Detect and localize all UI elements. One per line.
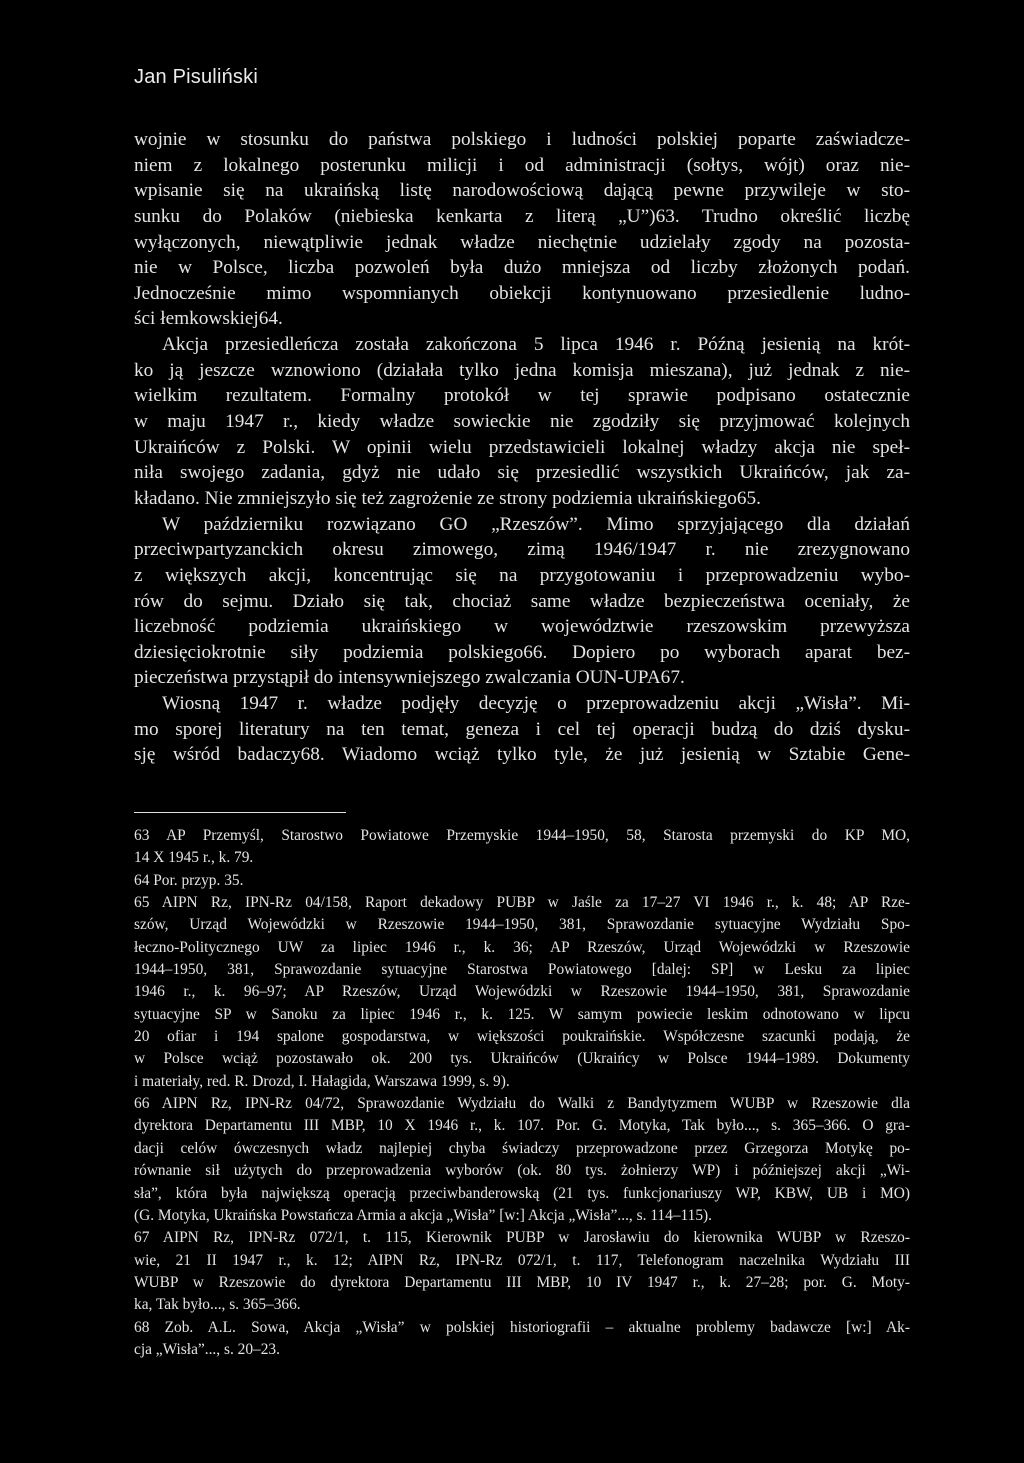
footnote-line: łeczno-Politycznego UW za lipiec 1946 r., k. 36; AP Rzeszów, Urząd Wojewódzki w Rzeszowie	[134, 938, 910, 956]
footnote-line: 67 AIPN Rz, IPN-Rz 072/1, t. 115, Kierownik PUBP w Jarosławiu do kierownika WUBP w Rzeszo-	[134, 1229, 910, 1247]
footnote-line: 65 AIPN Rz, IPN-Rz 04/158, Raport dekadowy PUBP w Jaśle za 17–27 VI 1946 r., k. 48; AP Rze-	[134, 894, 910, 912]
body-line: pieczeństwa przystąpił do intensywniejszego zwalczania OUN-UPA67.	[134, 667, 685, 689]
body-line: kładano. Nie zmniejszyło się też zagrożenie ze strony podziemia ukraińskiego65.	[134, 487, 761, 509]
footnote-line: 63 AP Przemyśl, Starostwo Powiatowe Przemyskie 1944–1950, 58, Starosta przemyski do KP MO,	[134, 827, 910, 844]
body-line: w maju 1947 r., kiedy władze sowieckie nie zgodziły się przyjmować kolejnych	[134, 411, 910, 433]
footnote-line: sła”, która była największą operacją przeciwbanderowską (21 tys. funkcjonariuszy WP, KBW, UB i MO)	[134, 1184, 910, 1202]
body-line: Ukraińców z Polski. W opinii wielu przedstawicieli lokalnej władzy akcja nie speł-	[134, 436, 910, 458]
body-line: ści łemkowskiej64.	[134, 308, 283, 330]
body-line: liczebność podziemia ukraińskiego w województwie rzeszowskim przewyższa	[134, 616, 910, 638]
footnotes	[134, 825, 910, 1361]
body-line: wpisanie się na ukraińską listę narodowościową dającą pewne przywileje w sto-	[134, 180, 910, 202]
footnote-line: 14 X 1945 r., k. 79.	[134, 849, 254, 867]
body-line: dziesięciokrotnie siły podziemia polskiego66. Dopiero po wyborach aparat bez-	[134, 641, 910, 663]
body-line: sję wśród badaczy68. Wiadomo wciąż tylko tyle, że już jesienią w Sztabie Gene-	[134, 744, 910, 766]
body-line: wielkim rezultatem. Formalny protokół w tej sprawie podpisano ostatecznie	[134, 385, 910, 407]
body-line: rów do sejmu. Działo się tak, chociaż same władze bezpieczeństwa oceniały, że	[134, 590, 910, 612]
footnote-line: 1946 r., k. 96–97; AP Rzeszów, Urząd Wojewódzki w Rzeszowie 1944–1950, 381, Sprawozdanie	[134, 983, 910, 1001]
footnote-line: cja „Wisła”..., s. 20–23.	[134, 1340, 280, 1358]
footnote-line: w Polsce wciąż pozostawało ok. 200 tys. Ukraińców (Ukraińcy w Polsce 1944–1989. Dokumenty	[134, 1050, 910, 1068]
running-header-author: Jan Pisuliński	[134, 66, 258, 88]
body-line: Akcja przesiedleńcza została zakończona 5 lipca 1946 r. Późną jesienią na krót-	[162, 334, 910, 356]
footnote-line: 66 AIPN Rz, IPN-Rz 04/72, Sprawozdanie Wydziału do Walki z Bandytyzmem WUBP w Rzeszowie dla	[134, 1095, 910, 1113]
footnote-line: 68 Zob. A.L. Sowa, Akcja „Wisła” w polskiej historiografii – aktualne problemy badawcze [w:] Ak-	[134, 1318, 910, 1336]
body-line: mo sporej literatury na ten temat, geneza i cel tej operacji budzą do dziś dysku-	[134, 718, 910, 740]
footnote-line: 1944–1950, 381, Sprawozdanie sytuacyjne Starostwa Powiatowego [dalej: SP] w Lesku za lipiec	[134, 961, 910, 979]
footnote-line: równanie sił użytych do przeprowadzenia wyborów (ok. 80 tys. żołnierzy WP) i późniejszej akcji „Wi-	[134, 1162, 910, 1180]
footnote-line: wie, 21 II 1947 r., k. 12; AIPN Rz, IPN-Rz 072/1, t. 117, Telefonogram naczelnika Wydziału III	[134, 1251, 910, 1269]
footnote-separator	[134, 812, 346, 813]
footnote-line: ka, Tak było..., s. 365–366.	[134, 1296, 301, 1314]
footnote-line: WUBP w Rzeszowie do dyrektora Departamentu III MBP, 10 IV 1947 r., k. 27–28; por. G. Moty-	[134, 1273, 910, 1291]
body-line: przeciwpartyzanckich okresu zimowego, zimą 1946/1947 r. nie zrezygnowano	[134, 539, 910, 561]
body-text	[134, 127, 910, 768]
body-line: wyłączonych, niewątpliwie jednak władze niechętnie udzielały zgody na pozosta-	[134, 231, 910, 253]
footnote-line: 20 ofiar i 194 spalone gospodarstwa, w większości poukraińskie. Współczesne szacunki podają, że	[134, 1028, 910, 1046]
body-line: Wiosną 1947 r. władze podjęły decyzję o przeprowadzeniu akcji „Wisła”. Mi-	[162, 693, 910, 715]
footnote-line: 64 Por. przyp. 35.	[134, 871, 244, 889]
footnote-line: dacji celów ówczesnych władz najlepiej chyba świadczy przeprowadzone przez Grzegorza Motykę po-	[134, 1139, 910, 1157]
footnote-line: i materiały, red. R. Drozd, I. Hałagida, Warszawa 1999, s. 9).	[134, 1072, 510, 1090]
footnote-line: szów, Urząd Wojewódzki w Rzeszowie 1944–1950, 381, Sprawozdanie sytuacyjne Wydziału Spo-	[134, 916, 910, 934]
footnote-line: dyrektora Departamentu III MBP, 10 X 1946 r., k. 107. Por. G. Motyka, Tak było..., s. 365–366. O gra-	[134, 1117, 910, 1135]
body-line: z większych akcji, koncentrując się na przygotowaniu i przeprowadzeniu wybo-	[134, 564, 910, 586]
body-line: sunku do Polaków (niebieska kenkarta z literą „U”)63. Trudno określić liczbę	[134, 205, 910, 227]
body-line: nie w Polsce, liczba pozwoleń była dużo mniejsza od liczby złożonych podań.	[134, 257, 910, 279]
body-line: wojnie w stosunku do państwa polskiego i ludności polskiej poparte zaświadcze-	[134, 129, 910, 150]
body-line: niem z lokalnego posterunku milicji i od administracji (sołtys, wójt) oraz nie-	[134, 154, 910, 176]
body-line: ko ją jeszcze wznowiono (działała tylko jedna komisja mieszana), już jednak z nie-	[134, 359, 910, 381]
body-line: W październiku rozwiązano GO „Rzeszów”. Mimo sprzyjającego dla działań	[162, 513, 910, 535]
body-line: niła swojego zadania, gdyż nie udało się przesiedlić wszystkich Ukraińców, jak za-	[134, 462, 910, 484]
footnote-line: (G. Motyka, Ukraińska Powstańcza Armia a akcja „Wisła” [w:] Akcja „Wisła”..., s. 114–115).	[134, 1206, 713, 1224]
body-line: Jednocześnie mimo wspomnianych obiekcji kontynuowano przesiedlenie ludno-	[134, 282, 910, 304]
footnote-line: sytuacyjne SP w Sanoku za lipiec 1946 r., k. 125. W samym powiecie leskim odnotowano w lipcu	[134, 1005, 910, 1023]
